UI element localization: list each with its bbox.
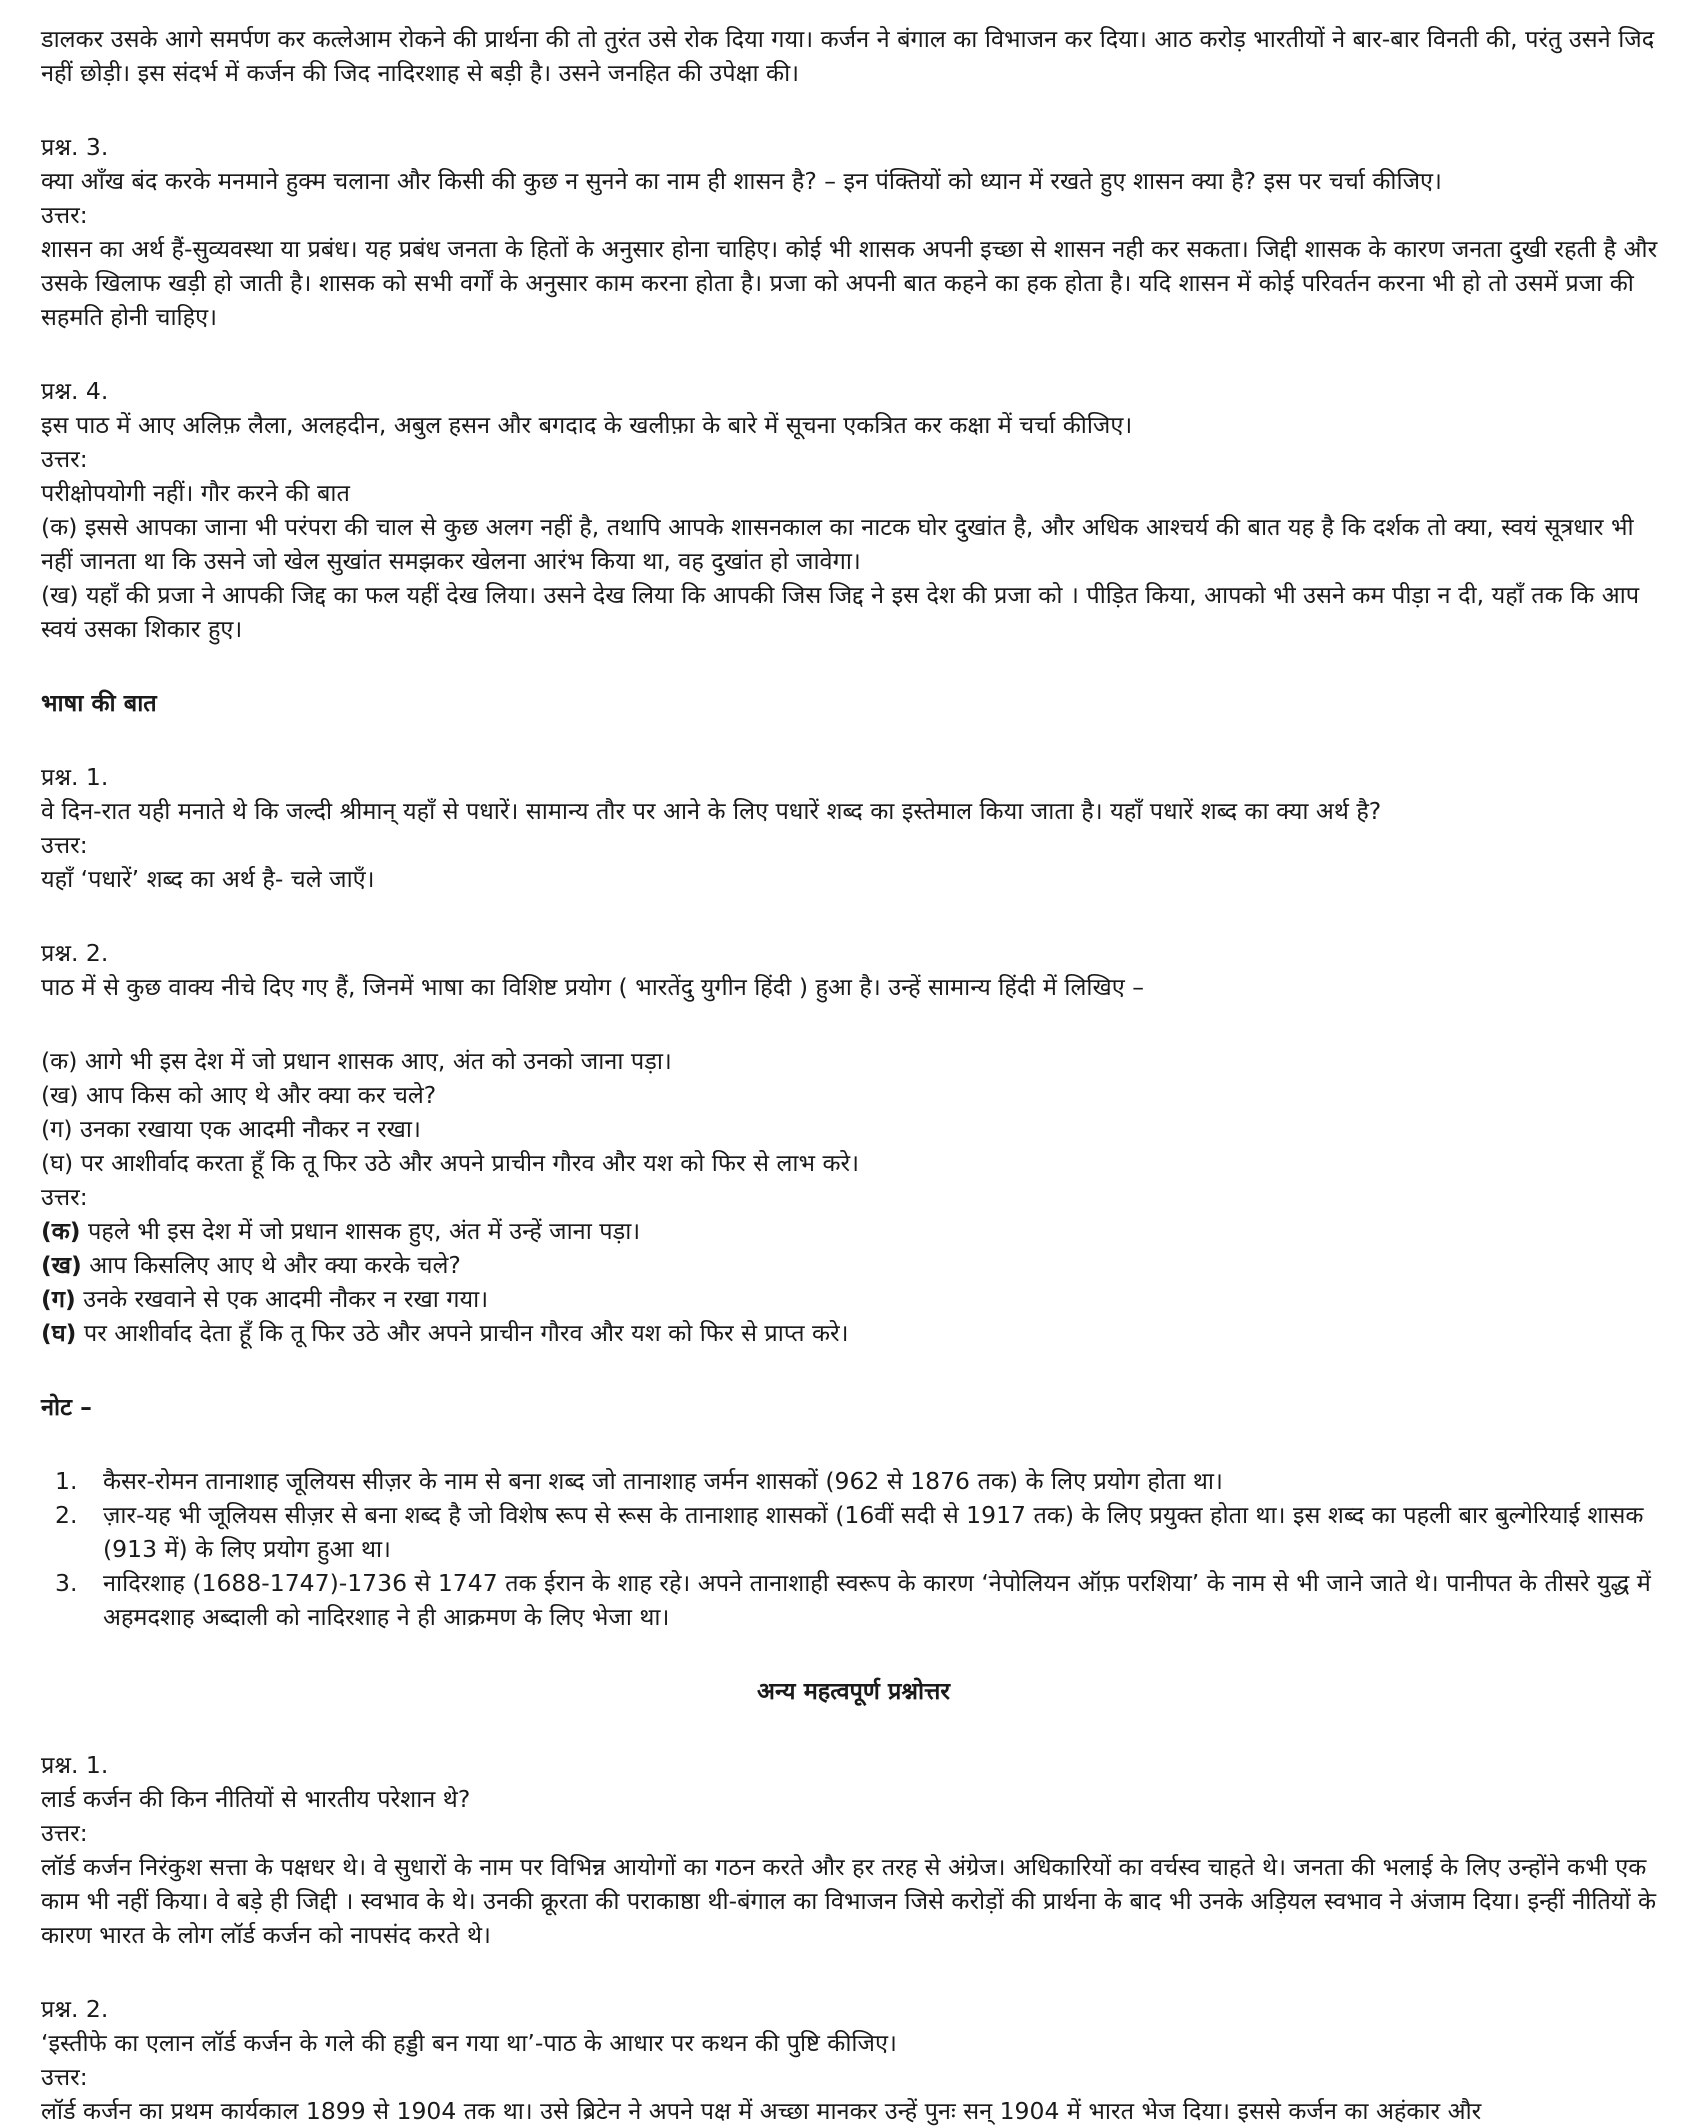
question-text: वे दिन-रात यही मनाते थे कि जल्दी श्रीमान् यहाँ से पधारें। सामान्य तौर पर आने के लिए पधारें शब्द का इस्तेमाल किया जाता है। यहाँ पधारें शब्द का क्या अर्थ है? [41,797,1382,825]
answer-label: उत्तर: [41,1819,88,1847]
note-item [41,1498,1666,1566]
section-heading-bhasha: भाषा की बात [41,689,157,717]
answer-item [41,1248,1666,1282]
spacer [41,1350,1666,1390]
answer-item [41,1214,1666,1248]
question-label: प्रश्न. 1. [41,1751,109,1779]
note-text: नादिरशाह (1688-1747)-1736 से 1747 तक ईरान के शाह रहे। अपने तानाशाही स्वरूप के कारण ‘नेपोलियन ऑफ़ परशिया’ के नाम से भी जाने जाते थे। पानीपत के तीसरे युद्ध में अहमदशाह अब्दाली को नादिरशाह ने ही आक्रमण के लिए भेजा था। [103,1569,1651,1631]
question-3 [41,130,1666,334]
answer-text: शासन का अर्थ हैं-सुव्यवस्था या प्रबंध। यह प्रबंध जनता के हितों के अनुसार होना चाहिए। कोई भी शासक अपनी इच्छा से शासन नही कर सकता। जिद्दी शासक के कारण जनता दुखी रहती है और उसके खिलाफ खड़ी हो जाती है। शासक को सभी वर्गों के अनुसार काम करना होता है। प्रजा को अपनी बात कहने का हक होता है। यदि शासन में कोई परिवर्तन करना भी हो तो उसमें प्रजा की सहमति होनी चाहिए। [41,235,1658,331]
anya-question-1 [41,1748,1666,1952]
bhasha-question-1 [41,760,1666,896]
answer-text: आप किसलिए आए थे और क्या करके चले? [81,1251,461,1279]
answer-text: पहले भी इस देश में जो प्रधान शासक हुए, अंत में उन्हें जाना पड़ा। [80,1217,641,1245]
answer-tag: (ख) [41,1251,82,1279]
answer-text: परीक्षोपयोगी नहीं। गौर करने की बात [41,479,350,507]
spacer [41,1708,1666,1748]
question-text: क्या आँख बंद करके मनमाने हुक्म चलाना और किसी की कुछ न सुनने का नाम ही शासन है? – इन पंक्तियों को ध्यान में रखते हुए शासन क्या है? इस पर चर्चा कीजिए। [41,167,1442,195]
answer-text: पर आशीर्वाद देता हूँ कि तू फिर उठे और अपने प्राचीन गौरव और यश को फिर से प्राप्त करे। [76,1319,849,1347]
note-text: ज़ार-यह भी जूलियस सीज़र से बना शब्द है जो विशेष रूप से रूस के तानाशाह शासकों (16वीं सदी से 1917 तक) के लिए प्रयुक्त होता था। इस शब्द का पहली बार बुल्गेरियाई शासक (913 में) के लिए प्रयोग हुआ था। [103,1501,1644,1563]
spacer [41,334,1666,374]
answer-label: उत्तर: [41,445,88,473]
note-item [41,1566,1666,1634]
question-label: प्रश्न. 1. [41,763,109,791]
note-text: कैसर-रोमन तानाशाह जूलियस सीज़र के नाम से बना शब्द जो तानाशाह जर्मन शासकों (962 से 1876 तक) के लिए प्रयोग होता था। [103,1467,1223,1495]
question-4 [41,374,1666,646]
section-heading-anya: अन्य महत्वपूर्ण प्रश्नोत्तर [757,1677,950,1705]
answer-label: उत्तर: [41,1183,88,1211]
anya-question-2 [41,1992,1666,2128]
question-label: प्रश्न. 2. [41,939,109,967]
question-label: प्रश्न. 3. [41,133,109,161]
spacer [41,646,1666,686]
bhasha-question-2 [41,936,1666,1350]
question-text: ‘इस्तीफे का एलान लॉर्ड कर्जन के गले की हड्डी बन गया था’-पाठ के आधार पर कथन की पुष्टि कीजिए। [41,2029,897,2057]
spacer [41,90,1666,130]
spacer [41,1634,1666,1674]
note-number: 2. [55,1501,78,1529]
spacer [41,1424,1666,1464]
notes-list [41,1464,1666,1634]
note-item [41,1464,1666,1498]
answer-point-kha: (ख) यहाँ की प्रजा ने आपकी जिद्द का फल यहीं देख लिया। उसने देख लिया कि आपकी जिस जिद्द ने इस देश की प्रजा को । पीड़ित किया, आपको भी उसने कम पीड़ा न दी, यहाँ तक कि आप स्वयं उसका शिकार हुए। [41,581,1640,643]
list-item: (ख) आप किस को आए थे और क्या कर चले? [41,1081,437,1109]
answer-label: उत्तर: [41,831,88,859]
question-text: पाठ में से कुछ वाक्य नीचे दिए गए हैं, जिनमें भाषा का विशिष्ट प्रयोग ( भारतेंदु युगीन हिंदी ) हुआ है। उन्हें सामान्य हिंदी में लिखिए – [41,973,1144,1001]
list-item: (घ) पर आशीर्वाद करता हूँ कि तू फिर उठे और अपने प्राचीन गौरव और यश को फिर से लाभ करे। [41,1149,860,1177]
answer-item [41,1316,1666,1350]
answer-label: उत्तर: [41,201,88,229]
answer-text: लॉर्ड कर्जन का प्रथम कार्यकाल 1899 से 1904 तक था। उसे ब्रिटेन ने अपने पक्ष में अच्छा मानकर उन्हें पुनः सन् 1904 में भारत भेज दिया। इससे कर्जन का अहंकार और [41,2097,1482,2125]
question-label: प्रश्न. 2. [41,1995,109,2023]
question-label: प्रश्न. 4. [41,377,109,405]
note-number: 3. [55,1569,78,1597]
intro-paragraph: डालकर उसके आगे समर्पण कर कत्लेआम रोकने की प्रार्थना की तो तुरंत उसे रोक दिया गया। कर्जन ने बंगाल का विभाजन कर दिया। आठ करोड़ भारतीयों ने बार-बार विनती की, परंतु उसने जिद नहीं छोड़ी। इस संदर्भ में कर्जन की जिद नादिरशाह से बड़ी है। उसने जनहित की उपेक्षा की। [41,25,1655,87]
document-page [41,22,1666,2128]
answer-text: उनके रखवाने से एक आदमी नौकर न रखा गया। [75,1285,489,1313]
spacer [41,896,1666,936]
answer-tag: (क) [41,1217,81,1245]
answer-label: उत्तर: [41,2063,88,2091]
answer-item [41,1282,1666,1316]
answer-text: लॉर्ड कर्जन निरंकुश सत्ता के पक्षधर थे। वे सुधारों के नाम पर विभिन्न आयोगों का गठन करते और हर तरह से अंग्रेज। अधिकारियों का वर्चस्व चाहते थे। जनता की भलाई के लिए उन्होंने कभी एक काम भी नहीं किया। वे बड़े ही जिद्दी । स्वभाव के थे। उनकी क्रूरता की पराकाष्ठा थी-बंगाल का विभाजन जिसे करोड़ों की प्रार्थना के बाद भी उनके अड़ियल स्वभाव ने अंजाम दिया। इन्हीं नीतियों के कारण भारत के लोग लॉर्ड कर्जन को नापसंद करते थे। [41,1853,1657,1949]
spacer [41,720,1666,760]
answer-point-ka: (क) इससे आपका जाना भी परंपरा की चाल से कुछ अलग नहीं है, तथापि आपके शासनकाल का नाटक घोर दुखांत है, और अधिक आश्चर्य की बात यह है कि दर्शक तो क्या, स्वयं सूत्रधार भी नहीं जानता था कि उसने जो खेल सुखांत समझकर खेलना आरंभ किया था, वह दुखांत हो जावेगा। [41,513,1634,575]
list-item: (ग) उनका रखाया एक आदमी नौकर न रखा। [41,1115,421,1143]
section-heading-note: नोट – [41,1393,92,1421]
spacer [41,1952,1666,1992]
answer-text: यहाँ ‘पधारें’ शब्द का अर्थ है- चले जाएँ। [41,865,375,893]
spacer [41,1004,1666,1044]
list-item: (क) आगे भी इस देश में जो प्रधान शासक आए, अंत को उनको जाना पड़ा। [41,1047,672,1075]
question-text: लार्ड कर्जन की किन नीतियों से भारतीय परेशान थे? [41,1785,471,1813]
answer-tag: (घ) [41,1319,77,1347]
answer-tag: (ग) [41,1285,76,1313]
question-text: इस पाठ में आए अलिफ़ लैला, अलहदीन, अबुल हसन और बगदाद के खलीफ़ा के बारे में सूचना एकत्रित कर कक्षा में चर्चा कीजिए। [41,411,1133,439]
note-number: 1. [55,1467,78,1495]
